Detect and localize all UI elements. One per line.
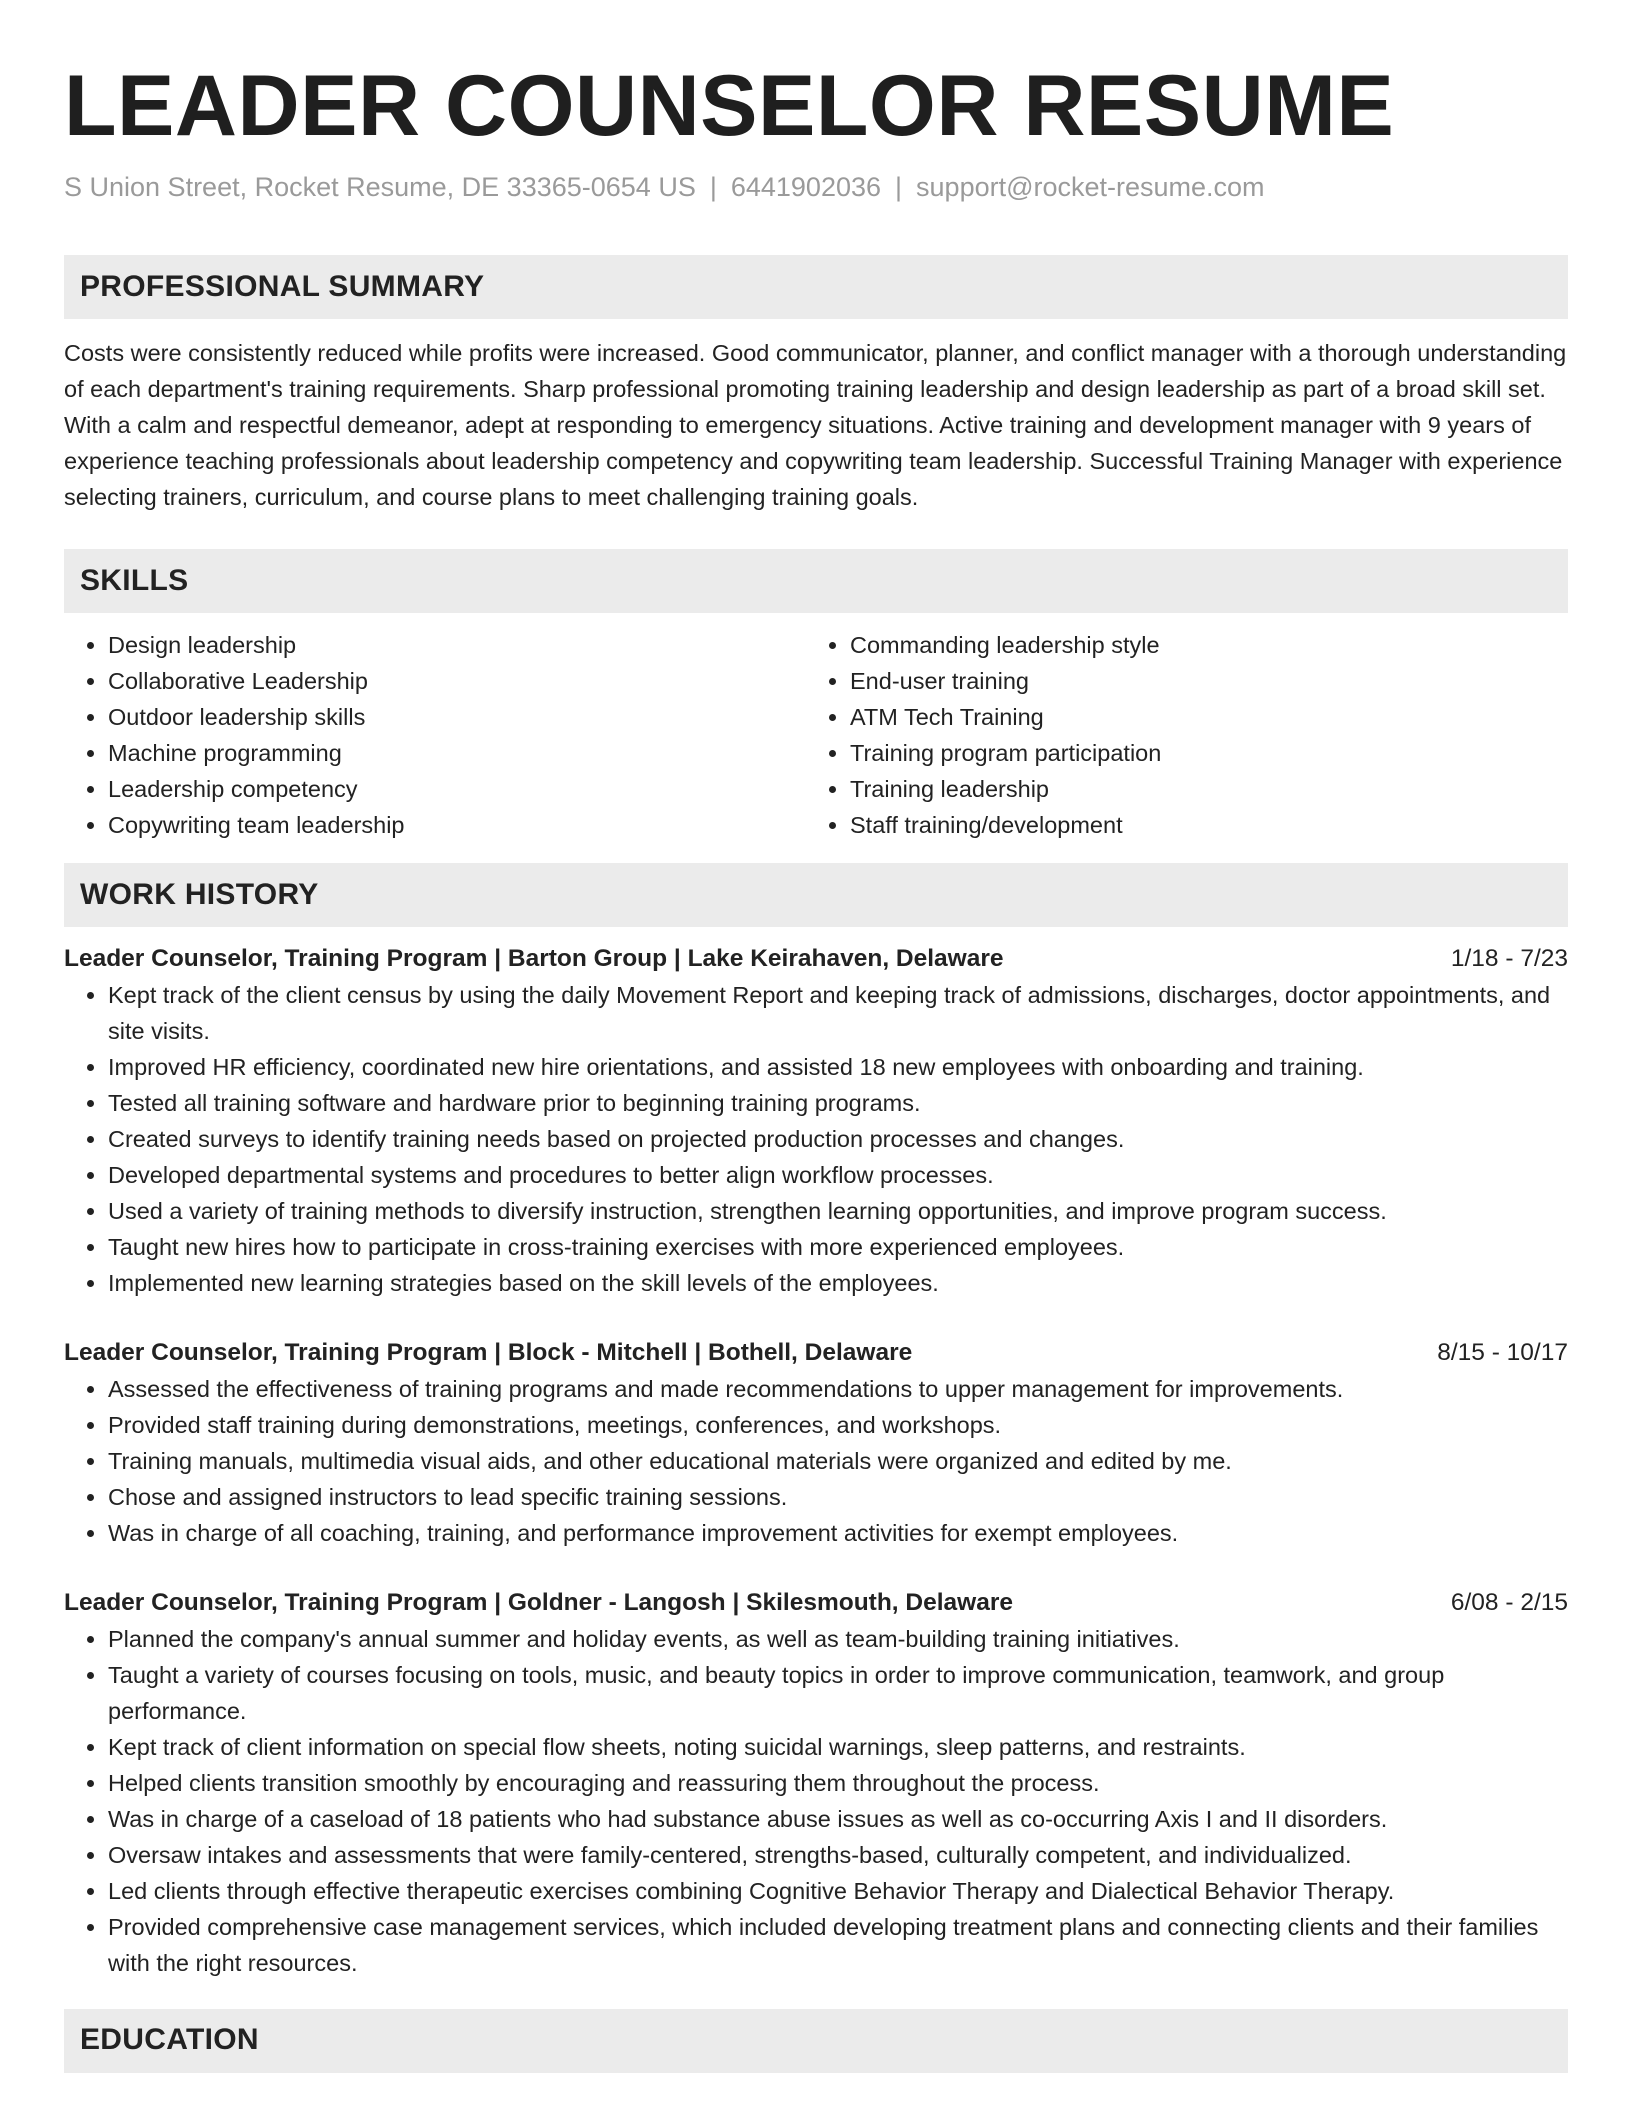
skill-item: • ATM Tech Training xyxy=(850,699,1548,735)
job-bullet: • Helped clients transition smoothly by encouraging and reassuring them throughout the process. xyxy=(108,1765,1568,1801)
skill-item: • Commanding leadership style xyxy=(850,627,1548,663)
skill-item: • Training leadership xyxy=(850,771,1548,807)
skill-item: • Staff training/development xyxy=(850,807,1548,843)
job-entry xyxy=(64,941,1568,1301)
job-header xyxy=(64,1585,1568,1621)
job-bullet: • Was in charge of a caseload of 18 patients who had substance abuse issues as well as co-occurring Axis I and II disorders. xyxy=(108,1801,1568,1837)
contact-email: support@rocket-resume.com xyxy=(916,172,1265,202)
job-header xyxy=(64,1335,1568,1371)
job-bullet: • Oversaw intakes and assessments that were family-centered, strengths-based, culturally competent, and individualized. xyxy=(108,1837,1568,1873)
skill-item: • End-user training xyxy=(850,663,1548,699)
contact-line xyxy=(64,170,1568,204)
skill-item: • Outdoor leadership skills xyxy=(108,699,806,735)
job-bullet: • Provided staff training during demonstrations, meetings, conferences, and workshops. xyxy=(108,1407,1568,1443)
job-bullets xyxy=(64,1621,1568,1981)
section-header-education: EDUCATION xyxy=(64,2009,1568,2073)
section-header-skills: SKILLS xyxy=(64,549,1568,613)
skills-list xyxy=(64,627,1568,843)
contact-phone: 6441902036 xyxy=(730,172,882,202)
skill-item: • Copywriting team leadership xyxy=(108,807,806,843)
job-bullet: • Taught a variety of courses focusing on tools, music, and beauty topics in order to improve communication, teamwork, and group performance. xyxy=(108,1657,1568,1729)
job-bullet: • Training manuals, multimedia visual aids, and other educational materials were organized and edited by me. xyxy=(108,1443,1568,1479)
job-dates: 8/15 - 10/17 xyxy=(1437,1339,1568,1366)
contact-separator: | xyxy=(895,172,903,202)
job-bullet: • Chose and assigned instructors to lead specific training sessions. xyxy=(108,1479,1568,1515)
job-bullets xyxy=(64,1371,1568,1551)
job-bullet: • Improved HR efficiency, coordinated new hire orientations, and assisted 18 new employees with onboarding and training. xyxy=(108,1049,1568,1085)
contact-separator: | xyxy=(709,172,717,202)
job-entry xyxy=(64,1335,1568,1551)
job-title: Leader Counselor, Training Program | Goldner - Langosh | Skilesmouth, Delaware xyxy=(64,1589,1013,1616)
job-title: Leader Counselor, Training Program | Block - Mitchell | Bothell, Delaware xyxy=(64,1339,913,1366)
section-header-work-history: WORK HISTORY xyxy=(64,863,1568,927)
skill-item: • Design leadership xyxy=(108,627,806,663)
job-bullet: • Used a variety of training methods to diversify instruction, strengthen learning opportunities, and improve program success. xyxy=(108,1193,1568,1229)
contact-address: S Union Street, Rocket Resume, DE 33365-0654 US xyxy=(64,172,696,202)
job-bullet: • Developed departmental systems and procedures to better align workflow processes. xyxy=(108,1157,1568,1193)
skill-item: • Machine programming xyxy=(108,735,806,771)
job-bullet: • Taught new hires how to participate in cross-training exercises with more experienced employees. xyxy=(108,1229,1568,1265)
job-dates: 1/18 - 7/23 xyxy=(1450,945,1568,972)
job-bullet: • Tested all training software and hardware prior to beginning training programs. xyxy=(108,1085,1568,1121)
job-header xyxy=(64,941,1568,977)
job-bullet: • Kept track of client information on special flow sheets, noting suicidal warnings, sleep patterns, and restraints. xyxy=(108,1729,1568,1765)
section-header-summary: PROFESSIONAL SUMMARY xyxy=(64,255,1568,319)
job-dates: 6/08 - 2/15 xyxy=(1450,1589,1568,1616)
resume-title: LEADER COUNSELOR RESUME xyxy=(64,58,1395,154)
job-bullets xyxy=(64,977,1568,1301)
job-bullet: • Led clients through effective therapeutic exercises combining Cognitive Behavior Therapy and Dialectical Behavior Therapy. xyxy=(108,1873,1568,1909)
skill-item: • Training program participation xyxy=(850,735,1548,771)
skills-column-right xyxy=(806,627,1548,843)
job-entry xyxy=(64,1585,1568,1981)
job-bullet: • Kept track of the client census by using the daily Movement Report and keeping track of admissions, discharges, doctor appointments, and site visits. xyxy=(108,977,1568,1049)
skills-column-left xyxy=(64,627,806,843)
job-bullet: • Planned the company's annual summer and holiday events, as well as team-building training initiatives. xyxy=(108,1621,1568,1657)
job-bullet: • Implemented new learning strategies based on the skill levels of the employees. xyxy=(108,1265,1568,1301)
job-bullet: • Provided comprehensive case management services, which included developing treatment plans and connecting clients and their families with the right resources. xyxy=(108,1909,1568,1981)
job-bullet: • Assessed the effectiveness of training programs and made recommendations to upper management for improvements. xyxy=(108,1371,1568,1407)
job-title: Leader Counselor, Training Program | Barton Group | Lake Keirahaven, Delaware xyxy=(64,945,1004,972)
summary-text: Costs were consistently reduced while profits were increased. Good communicator, planner, and conflict manager with a thorough understanding of each department's training requirements. Sharp professional promoting training leadership and design leadership as part of a broad skill set. With a calm and respectful demeanor, adept at responding to emergency situations. Active training and development manager with 9 years of experience teaching professionals about leadership competency and copywriting team leadership. Successful Training Manager with experience selecting trainers, curriculum, and course plans to meet challenging training goals. xyxy=(64,340,1567,510)
skill-item: • Collaborative Leadership xyxy=(108,663,806,699)
job-bullet: • Was in charge of all coaching, training, and performance improvement activities for exempt employees. xyxy=(108,1515,1568,1551)
skill-item: • Leadership competency xyxy=(108,771,806,807)
job-bullet: • Created surveys to identify training needs based on projected production processes and changes. xyxy=(108,1121,1568,1157)
